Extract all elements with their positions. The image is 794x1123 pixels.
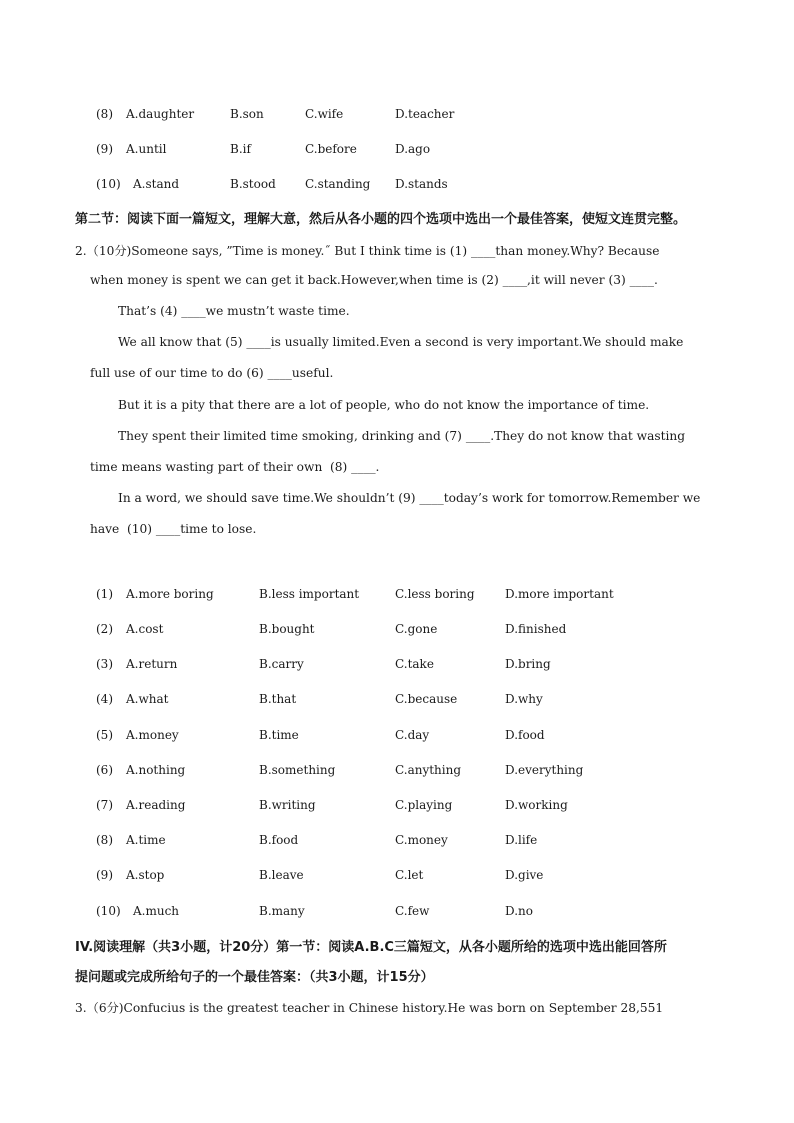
option-d: D.give (505, 868, 544, 882)
option-d: D.finished (505, 622, 567, 636)
option-number: (9) (96, 868, 113, 882)
option-a: A.return (126, 657, 178, 671)
option-a: A.what (126, 692, 169, 706)
option-number: (9) (96, 142, 113, 156)
option-number: (8) (96, 107, 113, 121)
option-a: A.nothing (126, 763, 186, 777)
option-d: D.life (505, 833, 538, 847)
option-b: B.if (230, 142, 251, 156)
passage-line: full use of our time to do (6) ____useful. (90, 366, 334, 380)
option-b: B.stood (230, 177, 276, 191)
option-b: B.son (230, 107, 264, 121)
option-number: (6) (96, 763, 113, 777)
option-a: A.cost (126, 622, 164, 636)
option-a: A.much (133, 904, 180, 918)
passage-line: But it is a pity that there are a lot of people, who do not know the importance of time. (118, 398, 650, 412)
section-heading: IV.阅读理解（共3小题，计20分）第一节：阅读A.B.C三篇短文，从各小题所给的选项中选出能回答所 (75, 940, 667, 955)
option-number: (5) (96, 728, 113, 742)
passage-line: That’s (4) ____we mustn’t waste time. (118, 304, 350, 318)
option-c: C.few (395, 904, 430, 918)
option-b: B.many (259, 904, 305, 918)
option-c: C.day (395, 728, 430, 742)
option-b: B.writing (259, 798, 316, 812)
option-c: C.wife (305, 107, 344, 121)
option-c: C.less boring (395, 587, 475, 601)
option-d: D.teacher (395, 107, 455, 121)
passage-line: We all know that (5) ____is usually limited.Even a second is very important.We should make (118, 335, 684, 349)
option-c: C.money (395, 833, 448, 847)
option-a: A.more boring (126, 587, 214, 601)
option-a: A.daughter (126, 107, 195, 121)
option-number: (10) (96, 177, 121, 191)
option-number: (10) (96, 904, 121, 918)
option-d: D.food (505, 728, 545, 742)
option-a: A.stop (126, 868, 165, 882)
option-c: C.playing (395, 798, 453, 812)
option-d: D.bring (505, 657, 551, 671)
option-c: C.gone (395, 622, 438, 636)
option-b: B.bought (259, 622, 315, 636)
option-number: (8) (96, 833, 113, 847)
option-b: B.something (259, 763, 336, 777)
option-a: A.until (126, 142, 167, 156)
option-number: (3) (96, 657, 113, 671)
option-c: C.take (395, 657, 434, 671)
question-line: 3.（6分)Confucius is the greatest teacher in Chinese history.He was born on September 28,551 (75, 1001, 664, 1015)
option-d: D.stands (395, 177, 448, 191)
passage-line: time means wasting part of their own (8) ____. (90, 460, 380, 474)
option-d: D.ago (395, 142, 431, 156)
option-d: D.working (505, 798, 568, 812)
option-c: C.anything (395, 763, 462, 777)
option-b: B.less important (259, 587, 360, 601)
option-b: B.food (259, 833, 299, 847)
passage-line: have (10) ____time to lose. (90, 522, 257, 536)
option-number: (2) (96, 622, 113, 636)
option-b: B.time (259, 728, 299, 742)
option-b: B.carry (259, 657, 304, 671)
option-a: A.money (126, 728, 179, 742)
option-c: C.because (395, 692, 458, 706)
passage-line: 2.（10分)Someone says, ”Time is money.˝ But I think time is (1) ____than money.Why? Because (75, 244, 660, 258)
option-a: A.reading (126, 798, 186, 812)
option-d: D.everything (505, 763, 584, 777)
section-heading: 第二节：阅读下面一篇短文，理解大意，然后从各小题的四个选项中选出一个最佳答案，使短文连贯完整。 (75, 212, 687, 227)
option-number: (1) (96, 587, 113, 601)
option-c: C.let (395, 868, 424, 882)
option-d: D.no (505, 904, 533, 918)
passage-line: They spent their limited time smoking, drinking and (7) ____.They do not know that wasting (118, 429, 686, 443)
section-heading: 提问题或完成所给句子的一个最佳答案：（共3小题，计15分） (75, 970, 434, 985)
option-a: A.time (126, 833, 166, 847)
option-b: B.leave (259, 868, 304, 882)
passage-line: In a word, we should save time.We shouldn’t (9) ____today’s work for tomorrow.Remember we (118, 491, 701, 505)
option-number: (7) (96, 798, 113, 812)
option-c: C.before (305, 142, 357, 156)
option-a: A.stand (133, 177, 180, 191)
option-d: D.more important (505, 587, 614, 601)
option-d: D.why (505, 692, 543, 706)
option-c: C.standing (305, 177, 371, 191)
option-b: B.that (259, 692, 297, 706)
option-number: (4) (96, 692, 113, 706)
passage-line: when money is spent we can get it back.However,when time is (2) ____,it will never (3) ____. (90, 273, 658, 287)
